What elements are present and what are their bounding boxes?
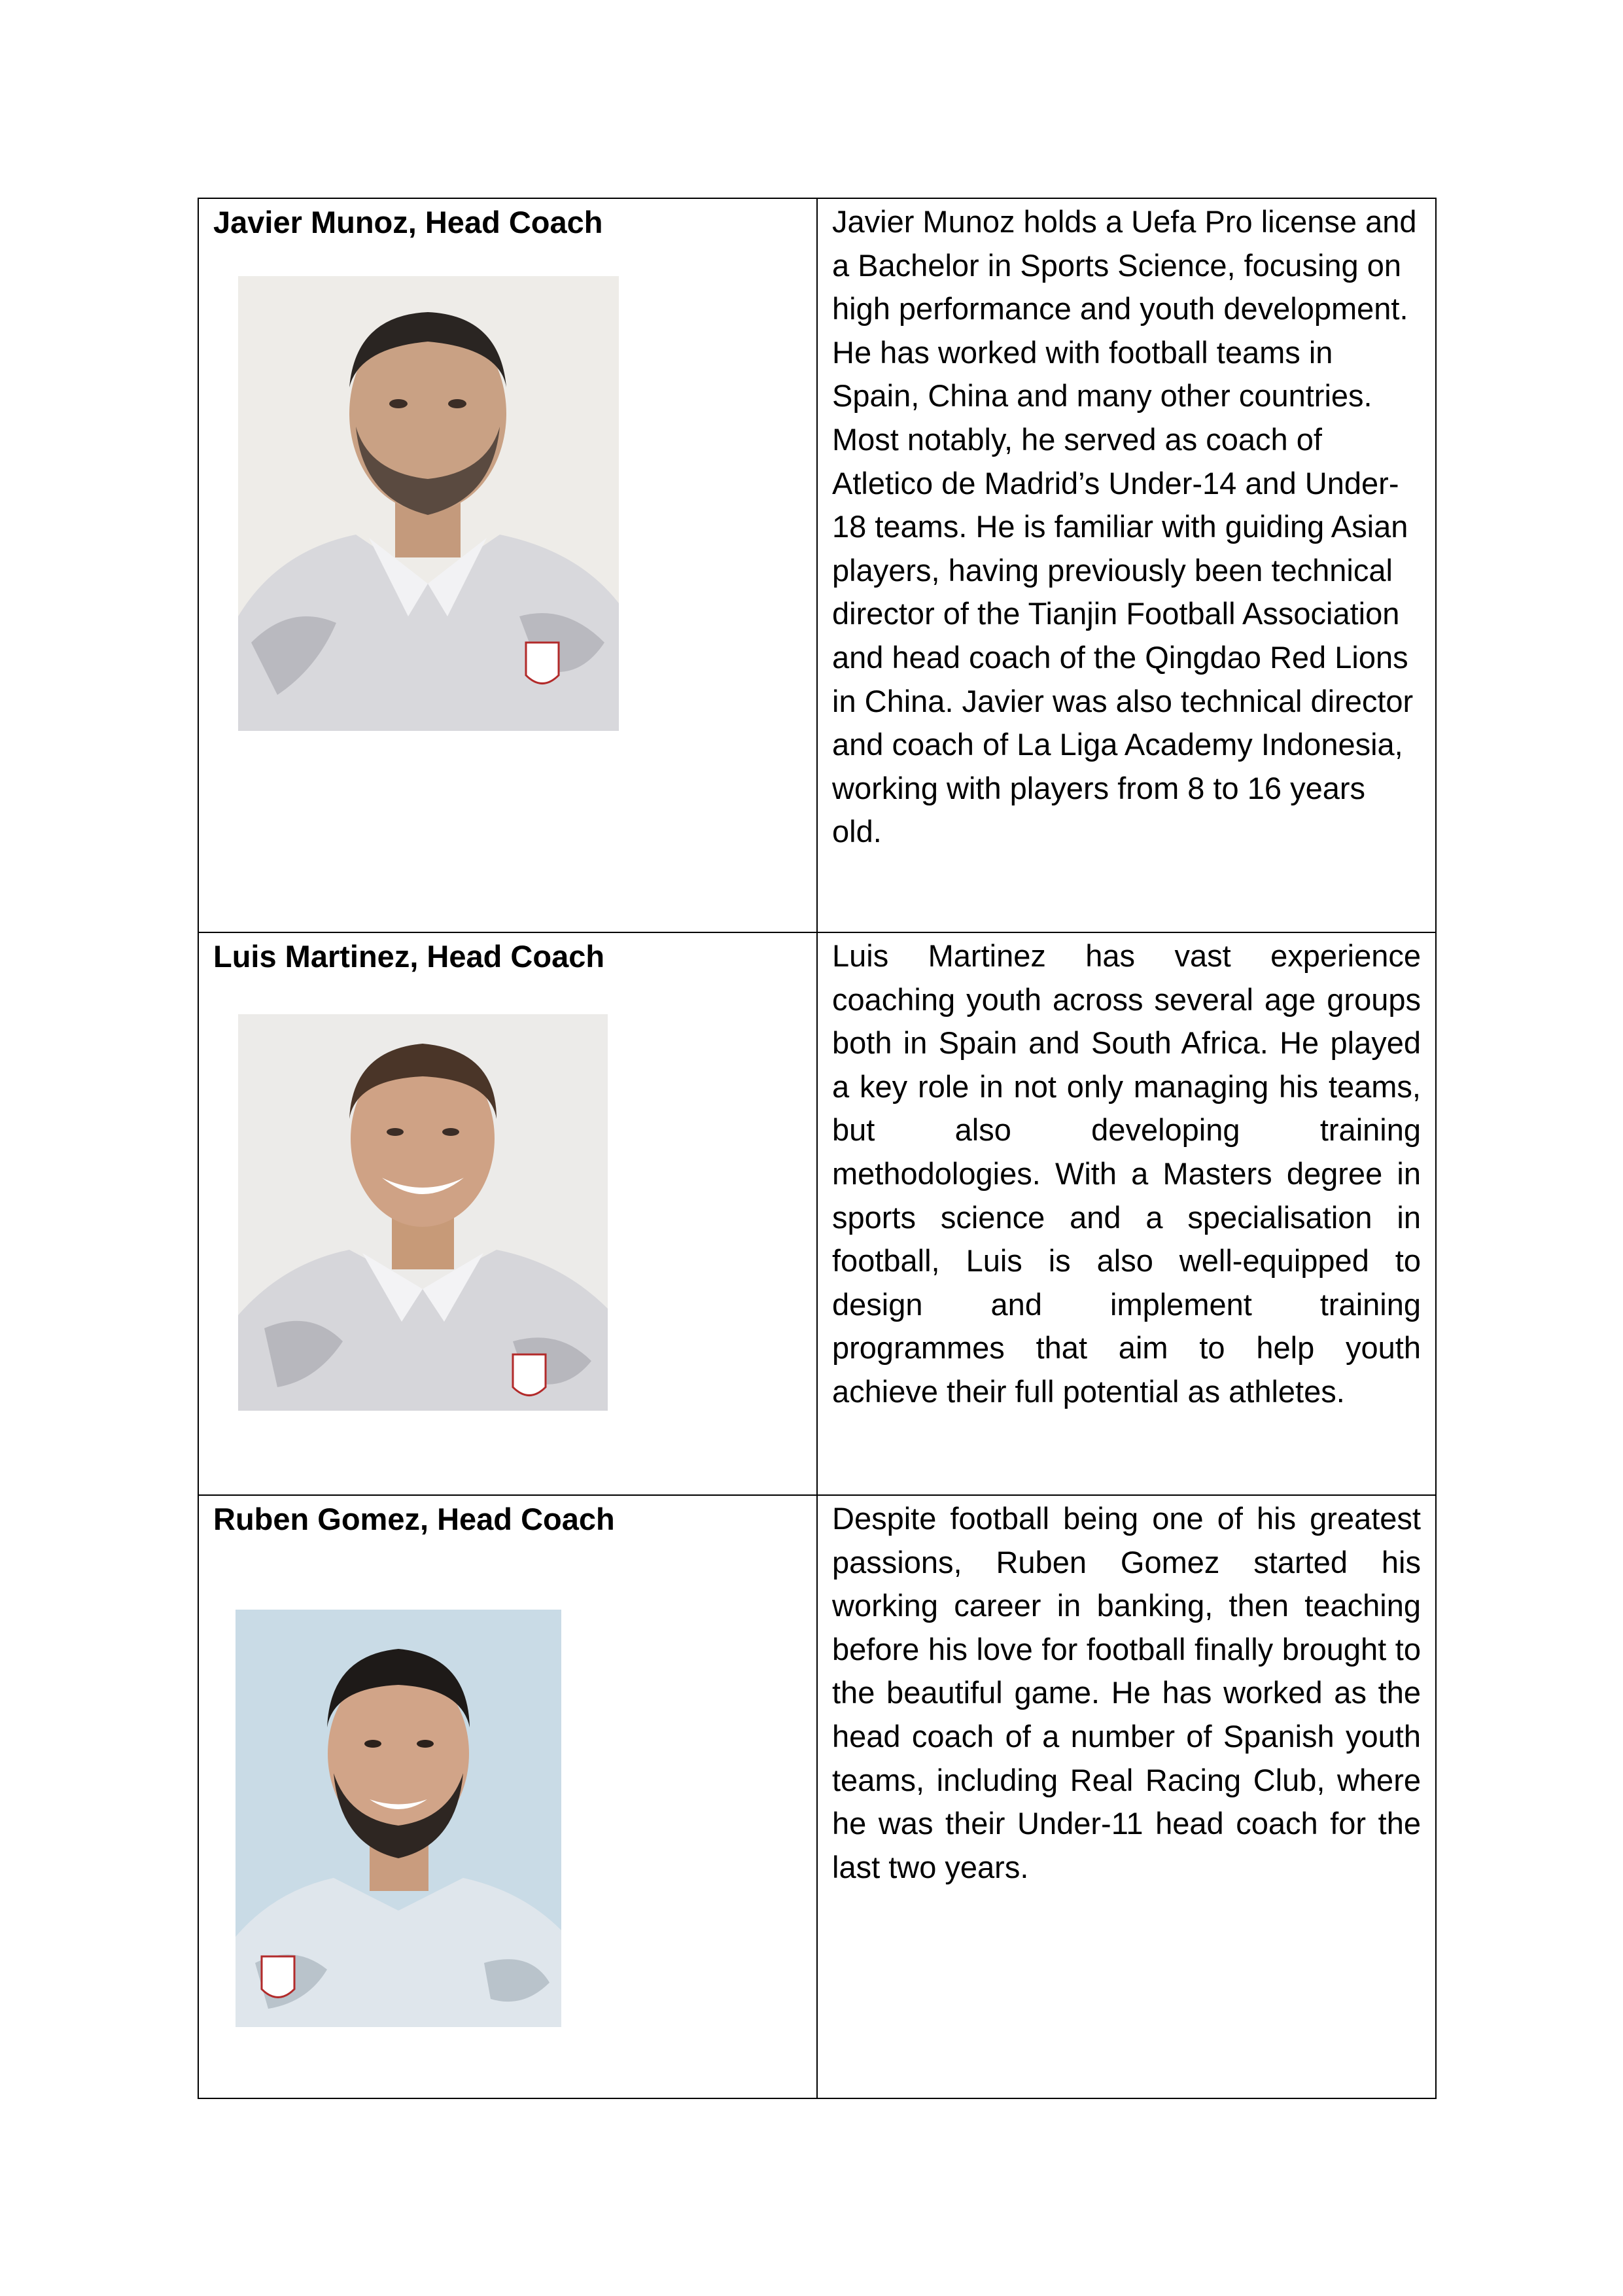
coach-bio: Despite football being one of his greatest passions, Ruben Gomez started his working career in banking, then teaching before his love for football finally brought to the beautiful game. He has worked as the head coach of a number of Spanish youth teams, including Real Racing Club, where he was their Under-11 head coach for the last two years. [832,1501,1421,1884]
coach-name-cell [198,198,817,932]
coach-bio: Javier Munoz holds a Uefa Pro license and a Bachelor in Sports Science, focusing on high performance and youth development. He has worked with football teams in Spain, China and many other countries. Most notably, he served as coach of Atletico de Madrid’s Under-14 and Under-18 teams. He is familiar with guiding Asian players, having previously been technical director of the Tianjin Football Association and head coach of the Qingdao Red Lions in China. Javier was also technical director and coach of La Liga Academy Indonesia, working with players from 8 to 16 years old. [832,204,1417,849]
coach-bio: Luis Martinez has vast experience coaching youth across several age groups both in Spain and South Africa. He played a key role in not only managing his teams, but also developing training methodologies. With a Masters degree in sports science and a specialisation in football, Luis is also well-equipped to design and implement training programmes that aim to help youth achieve their full potential as athletes. [832,938,1421,1409]
coach-bio-cell [817,932,1436,1495]
coach-bio-cell [817,198,1436,932]
coach-name-cell [198,932,817,1495]
coach-name-cell [198,1495,817,2098]
coach-bio-cell [817,1495,1436,2098]
coach-name: Ruben Gomez, Head Coach [213,1502,615,1536]
coach-table [198,198,1437,2099]
coach-name: Luis Martinez, Head Coach [213,939,605,974]
coach-photo-ruben [236,1610,561,2027]
coach-row-ruben [198,1495,1436,2098]
coach-photo-luis [238,1014,608,1411]
coach-name: Javier Munoz, Head Coach [213,205,603,239]
coach-row-javier [198,198,1436,932]
coach-photo-javier [238,276,619,731]
coach-row-luis [198,932,1436,1495]
